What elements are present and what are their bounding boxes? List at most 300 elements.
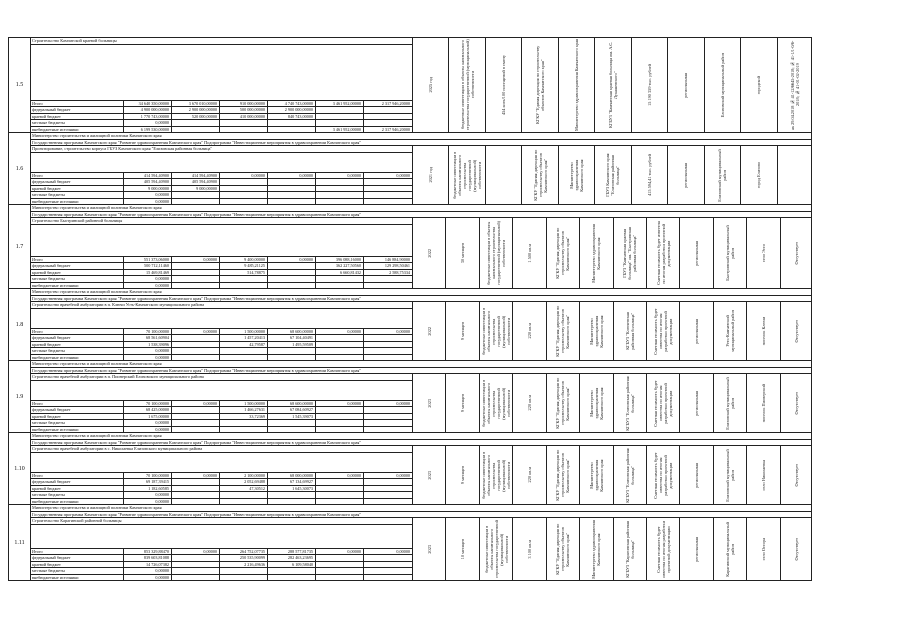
- attribute-cell: [412, 218, 445, 288]
- amount-cell: [172, 555, 220, 561]
- attribute-text: Елизовский муниципальный район: [719, 52, 725, 118]
- source-label: Итого: [30, 257, 124, 263]
- attribute-cell: [479, 446, 512, 504]
- amount-cell: [172, 120, 220, 126]
- attribute-cell: [546, 302, 579, 360]
- attribute-text: Отсутствует: [794, 391, 800, 415]
- financing-line: [30, 574, 412, 581]
- attribute-cell: [713, 302, 746, 360]
- amount-cell: [220, 179, 268, 185]
- source-label: внебюджетные источники: [30, 499, 124, 505]
- amount-cell: 0,00000: [124, 575, 172, 581]
- amount-cell: 33,72369: [220, 414, 268, 420]
- amount-cell: [172, 486, 220, 492]
- amount-cell: [172, 407, 220, 413]
- attribute-text: село Эссо: [760, 244, 766, 263]
- amount-cell: [364, 407, 412, 413]
- amount-cell: 396 088,16000: [316, 257, 364, 263]
- attribute-text: региональная: [694, 318, 700, 344]
- amount-cell: 0,00000: [124, 199, 172, 205]
- amount-cell: [364, 179, 412, 185]
- amount-cell: 67 104,40491: [268, 335, 316, 341]
- attribute-cell: [704, 146, 740, 204]
- amount-cell: [364, 479, 412, 485]
- amount-cell: [172, 427, 220, 433]
- financing-line: [30, 334, 412, 341]
- amount-cell: [316, 355, 364, 361]
- attribute-text: Сметная стоимость будет известна по итогам разработки проектной документации: [653, 379, 674, 427]
- row-number: 1.9: [9, 361, 31, 432]
- amount-cell: 414 594,40900: [172, 173, 220, 179]
- financing-line: [30, 548, 412, 555]
- attribute-cell: [479, 374, 512, 432]
- amount-cell: [364, 414, 412, 420]
- attribute-text: Елизовский муниципальный район: [717, 148, 728, 202]
- financing-line: [30, 328, 412, 335]
- amount-cell: [316, 499, 364, 505]
- amount-cell: 2 317 946,20000: [381, 100, 410, 106]
- amount-cell: 0,00000: [124, 192, 172, 198]
- amount-cell: 500 000,00000: [220, 107, 268, 113]
- amount-cell: 2 216,49636: [220, 562, 268, 568]
- amount-cell: [364, 486, 412, 492]
- attribute-cell: [780, 446, 813, 504]
- attribute-cell: [594, 38, 630, 132]
- amount-cell: 0,00000: [396, 328, 410, 334]
- financing-line: [30, 478, 412, 485]
- amount-cell: [172, 348, 220, 354]
- attribute-text: ГБУЗ Камчатского края "Елизовская районная больница": [605, 153, 621, 197]
- attribute-text: ГБУЗ "Камчатская краевая больница" им. "Быстринская районная больница": [622, 226, 638, 280]
- financing-line: [30, 485, 412, 492]
- financing-block: [30, 472, 412, 505]
- amount-cell: [268, 355, 316, 361]
- amount-cell: [268, 283, 316, 289]
- attribute-cell: [579, 374, 612, 432]
- financing-line: [30, 282, 412, 289]
- attribute-text: региональная: [694, 536, 700, 562]
- amount-cell: 0,00000: [172, 549, 220, 555]
- amount-cell: [172, 199, 220, 205]
- attribute-cell: [780, 374, 813, 432]
- amount-cell: [268, 127, 316, 133]
- financing-line: [30, 185, 412, 192]
- attribute-text: 10 месяцев: [460, 538, 466, 560]
- financing-line: [30, 113, 412, 120]
- amount-cell: [172, 420, 220, 426]
- amount-cell: [172, 263, 220, 269]
- amount-cell: 9 485,21125: [220, 263, 268, 269]
- amount-cell: [364, 348, 412, 354]
- attribute-cell: [445, 374, 478, 432]
- amount-cell: 0,00000: [124, 427, 172, 433]
- amount-cell: 0,00000: [316, 473, 364, 479]
- attribute-text: бюджетные инвестиции в объекты капитального строительства государственной (муниципальной) собственности: [483, 520, 509, 578]
- financing-line: [30, 419, 412, 426]
- attribute-text: Министерство здравоохранения Камчатского края: [591, 519, 602, 579]
- attribute-cell: [713, 374, 746, 432]
- attribute-cell: [613, 518, 646, 580]
- attribute-cell: [521, 146, 557, 204]
- amount-cell: [268, 575, 316, 581]
- attribute-text: 2021 год: [428, 167, 434, 183]
- amount-cell: [364, 283, 412, 289]
- attribute-cell: [448, 38, 484, 132]
- source-label: краевой бюджет: [30, 186, 124, 192]
- amount-cell: 0,00000: [316, 173, 364, 179]
- attribute-text: региональная: [683, 162, 689, 188]
- attribute-cell: [445, 518, 478, 580]
- amount-cell: [364, 492, 412, 498]
- attribute-text: 2023: [426, 398, 432, 408]
- financing-block: [30, 256, 412, 289]
- attribute-text: ак 29.04.2018 № 41-12/6645-2018; № 41-1/1-0/6-2018; № 41-01-02-2019: [790, 40, 801, 130]
- financing-line: [30, 472, 412, 479]
- attribute-text: Министерство здравоохранения Камчатского края: [591, 223, 602, 283]
- amount-cell: 0,00000: [316, 401, 364, 407]
- amount-cell: 3 461 952,00000: [316, 101, 364, 107]
- amount-cell: 2 900 000,00000: [268, 107, 316, 113]
- amount-cell: 1 500,00000: [220, 329, 268, 335]
- attribute-text: региональная: [694, 240, 700, 266]
- table-row: [8, 289, 812, 361]
- amount-cell: [172, 127, 220, 133]
- financing-line: [30, 126, 412, 133]
- amount-cell: [268, 276, 316, 282]
- amount-cell: 3 670 010,00000: [172, 101, 220, 107]
- attribute-cell: [713, 518, 746, 580]
- attribute-text: КГКУ "Единая дирекция по строительству объектов Камчатского края": [555, 449, 571, 501]
- amount-cell: 0,00000: [124, 420, 172, 426]
- amount-cell: 68 600,00000: [268, 329, 316, 335]
- amount-cell: [316, 348, 364, 354]
- attribute-text: 9 месяцев: [460, 466, 466, 485]
- amount-cell: 414 594,40900: [124, 173, 172, 179]
- source-label: федеральный бюджет: [30, 479, 124, 485]
- amount-cell: 282 463,23695: [268, 555, 316, 561]
- attribute-text: КГКУ "Единая дирекция по строительству объектов Камчатского края": [555, 227, 571, 279]
- financing-line: [30, 400, 412, 407]
- source-label: местные бюджеты: [30, 120, 124, 126]
- row-heading: Государственная программа Камчатского края "Развитие здравоохранения Камчатского края" Подпрограмма "Инвестиционные мероприятия в здравоохранении Камчатского края": [30, 368, 811, 375]
- row-number: 1.11: [9, 505, 31, 580]
- attribute-cell: [713, 446, 746, 504]
- amount-cell: [316, 407, 364, 413]
- attribute-cell: [512, 446, 545, 504]
- attribute-text: 9 месяцев: [460, 322, 466, 341]
- amount-cell: 68 561,60904: [124, 335, 172, 341]
- amount-cell: 1 466,27631: [220, 407, 268, 413]
- amount-cell: 520 000,00000: [172, 114, 220, 120]
- attribute-cell: [746, 446, 779, 504]
- attribute-cell: [485, 146, 521, 204]
- amount-cell: 1 770 743,00000: [124, 114, 172, 120]
- amount-cell: [220, 120, 268, 126]
- amount-cell: 0,00000: [396, 548, 410, 554]
- attribute-cell: [445, 218, 478, 288]
- row-heading: Государственная программа Камчатского края "Развитие здравоохранения Камчатского края" Подпрограмма "Инвестиционные мероприятия в здравоохранении Камчатского края": [30, 212, 811, 219]
- amount-cell: [268, 120, 316, 126]
- amount-cell: 6 199 530,00000: [124, 127, 172, 133]
- amount-cell: 0,00000: [172, 401, 220, 407]
- financing-line: [30, 567, 412, 574]
- amount-cell: 1 645,30073: [268, 486, 316, 492]
- amount-cell: [316, 192, 364, 198]
- attribute-text: бюджетные инвестиции в объекты капитального строительства государственной (муниципальной) собственности: [481, 307, 512, 355]
- attribute-text: Сметная стоимость будет известна по итогам разработки проектной документации: [653, 307, 674, 355]
- row-number: 1.5: [9, 38, 31, 132]
- attribute-text: региональная: [694, 462, 700, 488]
- attribute-text: КГБУЗ "Карагинская районная больница": [624, 520, 635, 578]
- attribute-text: Карагинский муниципальный район: [724, 521, 735, 577]
- amount-cell: [316, 179, 364, 185]
- amount-cell: [316, 562, 364, 568]
- attribute-cell: [646, 446, 679, 504]
- amount-cell: 68 425,00000: [124, 407, 172, 413]
- attribute-text: КГКУ "Единая дирекция по строительству объектов Камчатского края": [535, 45, 546, 125]
- attribute-cell: [613, 374, 646, 432]
- amount-cell: 853 329,88470: [124, 549, 172, 555]
- attribute-cell: [667, 146, 703, 204]
- source-label: Итого: [30, 329, 124, 335]
- financing-block: [30, 548, 412, 581]
- amount-cell: 0,00000: [124, 355, 172, 361]
- amount-cell: 551 373,06000: [124, 257, 172, 263]
- amount-cell: [364, 342, 412, 348]
- financing-line: [30, 561, 412, 568]
- financing-line: [30, 106, 412, 113]
- financing-line: [30, 191, 412, 198]
- amount-cell: [316, 276, 364, 282]
- financing-block: [30, 100, 412, 133]
- source-label: краевой бюджет: [30, 270, 124, 276]
- amount-cell: 1 182,60585: [124, 486, 172, 492]
- amount-cell: 70 100,00000: [124, 401, 172, 407]
- amount-cell: 67 134,69927: [268, 479, 316, 485]
- financing-line: [30, 269, 412, 276]
- attribute-text: Отсутствует: [794, 319, 800, 343]
- attribute-cell: [445, 446, 478, 504]
- attribute-cell: [579, 518, 612, 580]
- amount-cell: 910 000,00000: [220, 101, 268, 107]
- attribute-cell: [613, 302, 646, 360]
- amount-cell: [316, 342, 364, 348]
- amount-cell: 2 100,00000: [220, 473, 268, 479]
- amount-cell: [268, 492, 316, 498]
- amount-cell: 1 457,20413: [220, 335, 268, 341]
- amount-cell: 70 100,00000: [124, 329, 172, 335]
- attribute-cell: [412, 518, 445, 580]
- attribute-cell: [780, 218, 813, 288]
- amount-cell: 0,00000: [124, 568, 172, 574]
- source-label: Итого: [30, 173, 124, 179]
- amount-cell: 839 603,81088: [124, 555, 172, 561]
- source-label: внебюджетные источники: [30, 427, 124, 433]
- amount-cell: [220, 355, 268, 361]
- row-heading: Министерство строительства и жилищной политики Камчатского края: [30, 289, 811, 296]
- table-row: [8, 433, 812, 505]
- attribute-text: Усть-Камчатский муниципальный район: [724, 310, 735, 352]
- attribute-cell: [777, 38, 813, 132]
- amount-cell: [364, 568, 412, 574]
- attribute-cell: [479, 518, 512, 580]
- row-heading: Строительство врачебной амбулатории в п. Ключи Усть-Камчатского муниципального района: [30, 302, 412, 309]
- attribute-cell: [746, 218, 779, 288]
- amount-cell: [268, 427, 316, 433]
- row-heading: Строительство Быстринской районной больницы: [30, 218, 412, 225]
- amount-cell: [268, 263, 316, 269]
- row-heading: Проектирование, строительство корпуса ГБУЗ Камчатского края "Елизовская районная больница": [30, 146, 412, 153]
- amount-cell: [316, 486, 364, 492]
- row-heading: Государственная программа Камчатского края "Развитие здравоохранения Камчатского края" Подпрограмма "Инвестиционные мероприятия в здравоохранении Камчатского края": [30, 440, 811, 447]
- amount-cell: [316, 492, 364, 498]
- amount-cell: [172, 414, 220, 420]
- attribute-cell: [679, 446, 712, 504]
- attribute-text: Быстринский муниципальный район: [724, 225, 735, 281]
- financing-block: [30, 328, 412, 361]
- investment-table: [8, 37, 812, 581]
- source-label: внебюджетные источники: [30, 575, 124, 581]
- amount-cell: [172, 492, 220, 498]
- source-label: местные бюджеты: [30, 492, 124, 498]
- amount-cell: [220, 283, 268, 289]
- amount-cell: [172, 499, 220, 505]
- attribute-text: 220 кв.м: [526, 395, 532, 411]
- attribute-text: село Николаевка: [760, 459, 766, 491]
- amount-cell: 405 594,40900: [124, 179, 172, 185]
- amount-cell: 362 227,50560: [316, 263, 364, 269]
- amount-cell: 0,00000: [220, 173, 268, 179]
- amount-cell: [172, 575, 220, 581]
- attribute-text: Отсутствует: [794, 537, 800, 561]
- attribute-cell: [667, 38, 703, 132]
- attribute-cell: [579, 302, 612, 360]
- amount-cell: [316, 555, 364, 561]
- attribute-text: 9 месяцев: [460, 394, 466, 413]
- amount-cell: [172, 355, 220, 361]
- source-label: местные бюджеты: [30, 348, 124, 354]
- row-number: 1.7: [9, 205, 31, 288]
- attribute-text: 220 кв.м: [526, 323, 532, 339]
- amount-cell: [172, 270, 220, 276]
- attribute-text: 415 594,41 тыс. рублей: [646, 154, 652, 197]
- source-label: местные бюджеты: [30, 276, 124, 282]
- attribute-text: региональная: [694, 390, 700, 416]
- amount-cell: 0,00000: [396, 172, 410, 178]
- amount-cell: [316, 114, 364, 120]
- financing-line: [30, 119, 412, 126]
- attribute-text: село Оссора: [760, 537, 766, 561]
- amount-cell: [268, 420, 316, 426]
- attribute-cell: [679, 518, 712, 580]
- attribute-cell: [631, 146, 667, 204]
- amount-cell: [172, 479, 220, 485]
- attribute-text: 2022: [426, 326, 432, 336]
- attribute-cell: [512, 302, 545, 360]
- amount-cell: [316, 283, 364, 289]
- attribute-cell: [679, 302, 712, 360]
- amount-cell: [364, 355, 412, 361]
- amount-cell: 0,00000: [124, 499, 172, 505]
- attribute-text: 2022: [426, 248, 432, 258]
- source-label: федеральный бюджет: [30, 263, 124, 269]
- row-heading: Строительство Камчатской краевой больницы: [30, 38, 412, 45]
- financing-line: [30, 341, 412, 348]
- attribute-cell: [546, 374, 579, 432]
- attribute-text: бюджетные инвестиции в объекты капитального строительства государственной (муниципальной) собственности: [481, 451, 512, 499]
- attribute-cell: [579, 218, 612, 288]
- attribute-text: Сметная стоимость будет известна по итогам разработки проектной документации: [655, 520, 671, 578]
- amount-cell: 0,00000: [396, 472, 410, 478]
- amount-cell: [172, 568, 220, 574]
- amount-cell: [316, 568, 364, 574]
- attribute-text: 1 500 кв.м: [526, 243, 532, 263]
- amount-cell: [268, 192, 316, 198]
- financing-line: [30, 262, 412, 269]
- attribute-text: Отсутствует: [794, 463, 800, 487]
- attribute-cell: [448, 146, 484, 204]
- amount-cell: 0,00000: [124, 348, 172, 354]
- attribute-cell: [546, 518, 579, 580]
- source-label: местные бюджеты: [30, 192, 124, 198]
- amount-cell: 840 743,00000: [268, 114, 316, 120]
- attribute-text: бюджетные инвестиции в объекты капитального строительства государственной (муниципальной) собственности: [481, 379, 512, 427]
- attribute-text: бюджетные инвестиции в объекты капитального строительства государственной (муниципальной) собственности: [459, 39, 475, 131]
- attribute-cell: [594, 146, 630, 204]
- table-row: [8, 37, 812, 133]
- amount-cell: [220, 568, 268, 574]
- attribute-text: КГБУЗ "Ключевская районная больница": [624, 312, 635, 350]
- amount-cell: [364, 499, 412, 505]
- attribute-text: Министерство здравоохранения Камчатского края: [588, 314, 604, 348]
- amount-cell: 67 084,60927: [268, 407, 316, 413]
- amount-cell: 405 594,40900: [172, 179, 220, 185]
- amount-cell: 129 298,50461: [384, 263, 410, 268]
- attribute-cell: [713, 218, 746, 288]
- amount-cell: 68 000,00000: [268, 473, 316, 479]
- attribute-cell: [479, 218, 512, 288]
- amount-cell: [316, 575, 364, 581]
- source-label: краевой бюджет: [30, 342, 124, 348]
- row-heading: Строительство врачебной амбулатории в с. Николаевка Елизовского муниципального района: [30, 446, 412, 453]
- attribute-cell: [512, 518, 545, 580]
- amount-cell: [220, 276, 268, 282]
- financing-line: [30, 426, 412, 433]
- amount-cell: [316, 427, 364, 433]
- amount-cell: 0,00000: [172, 257, 220, 263]
- amount-cell: [220, 575, 268, 581]
- amount-cell: [172, 283, 220, 289]
- amount-cell: 14 726,07382: [124, 562, 172, 568]
- amount-cell: 0,00000: [124, 283, 172, 289]
- source-label: внебюджетные источники: [30, 127, 124, 133]
- row-heading: Министерство строительства и жилищной политики Камчатского края: [30, 133, 811, 140]
- amount-cell: [172, 342, 220, 348]
- amount-cell: 410 000,00000: [220, 114, 268, 120]
- table-row: [8, 133, 812, 205]
- amount-cell: [316, 107, 364, 113]
- amount-cell: [268, 499, 316, 505]
- amount-cell: [220, 499, 268, 505]
- amount-cell: 34 640 350,00000: [124, 101, 172, 107]
- amount-cell: 0,00000: [268, 257, 316, 263]
- attribute-text: поселок Ключи: [760, 316, 766, 346]
- financing-line: [30, 406, 412, 413]
- row-heading: Министерство строительства и жилищной политики Камчатского края: [30, 433, 811, 440]
- row-heading: Министерство строительства и жилищной политики Камчатского края: [30, 505, 811, 512]
- source-label: Итого: [30, 401, 124, 407]
- attribute-cell: [780, 518, 813, 580]
